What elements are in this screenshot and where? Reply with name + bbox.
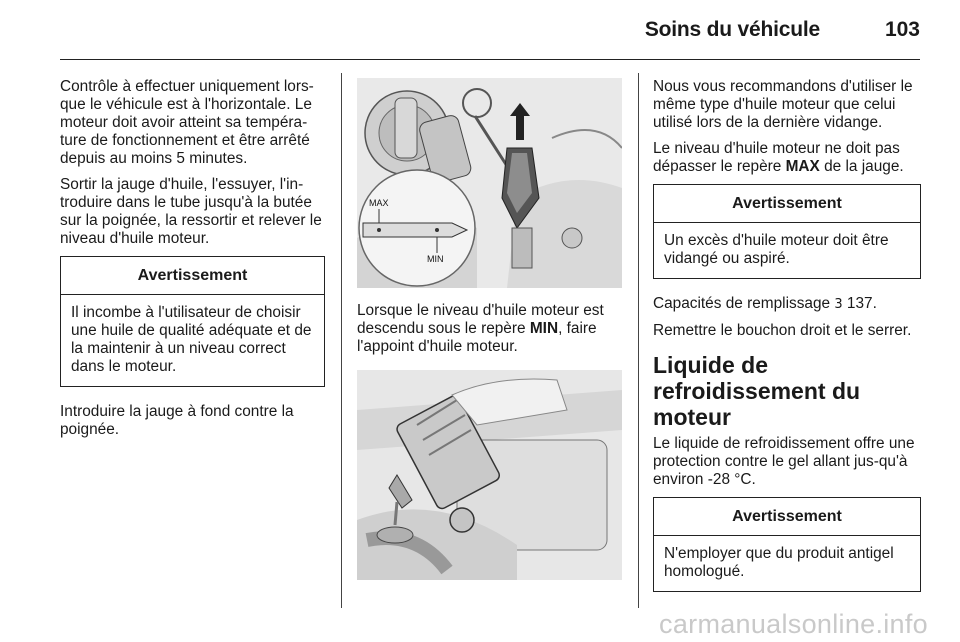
max-emphasis: MAX [785,158,820,175]
cross-reference-page[interactable]: 137. [842,295,877,312]
page-number: 103 [884,18,920,41]
section-heading: Liquide de refroidissement du moteur [653,352,861,430]
text-run: de la jauge. [819,158,904,175]
paragraph: Introduire la jauge à fond contre la poignée. [60,403,294,438]
column-2 [357,78,622,580]
paragraph [653,295,921,314]
column-divider-2 [638,73,639,608]
text-run: , faire l'appoint d'huile moteur. [357,320,597,355]
text-run: Lorsque le niveau d'huile moteur est descendu sous le repère [357,302,604,337]
dipstick-illustration [357,78,622,288]
text-run: Capacités de remplissage [653,295,835,312]
column-3 [653,78,921,608]
min-emphasis: MIN [529,320,559,337]
paragraph: Contrôle à effectuer uniquement lors-que le véhicule est à l'horizontale. Le moteur doit avoir atteint sa tempéra-ture de fonctionnement et être arrêté depuis au moins 5 minutes. [60,78,314,167]
warning-box [653,184,921,279]
paragraph: Sortir la jauge d'huile, l'essuyer, l'in-troduire dans le tube jusqu'à la butée sur la poignée, la ressortir et relever le niveau d'huile moteur. [60,176,322,247]
warning-title: Avertissement [654,185,920,223]
column-1 [60,78,325,447]
paragraph: Le liquide de refroidissement offre une protection contre le gel allant jus-qu'à environ -28 °C. [653,435,915,488]
min-mark-label: MIN [427,254,444,264]
paragraph [357,302,622,356]
page-section-title: Soins du véhicule [644,18,820,41]
header-rule [60,59,920,60]
warning-body: Un excès d'huile moteur doit être vidangé ou aspiré. [664,232,889,267]
column-divider-1 [341,73,342,608]
paragraph: Nous vous recommandons d'utiliser le même type d'huile moteur que celui utilisé lors de la dernière vidange. [653,78,913,131]
paragraph [653,140,921,176]
watermark: carmanualsonline.info [659,609,928,639]
warning-body: Il incombe à l'utilisateur de choisir une huile de qualité adéquate et de la maintenir à un niveau correct dans le moteur. [71,304,312,375]
warning-body: N'employer que du produit antigel homologué. [664,545,894,580]
warning-title: Avertissement [654,498,920,536]
paragraph: Remettre le bouchon droit et le serrer. [653,322,912,339]
oil-refill-illustration [357,370,622,580]
warning-title: Avertissement [61,257,324,295]
cross-reference-arrow-icon[interactable]: 3 [834,297,843,312]
warning-box [60,256,325,387]
max-mark-label: MAX [369,198,389,208]
warning-box [653,497,921,592]
text-run: Le niveau d'huile moteur ne doit pas dépasser le repère [653,140,900,175]
